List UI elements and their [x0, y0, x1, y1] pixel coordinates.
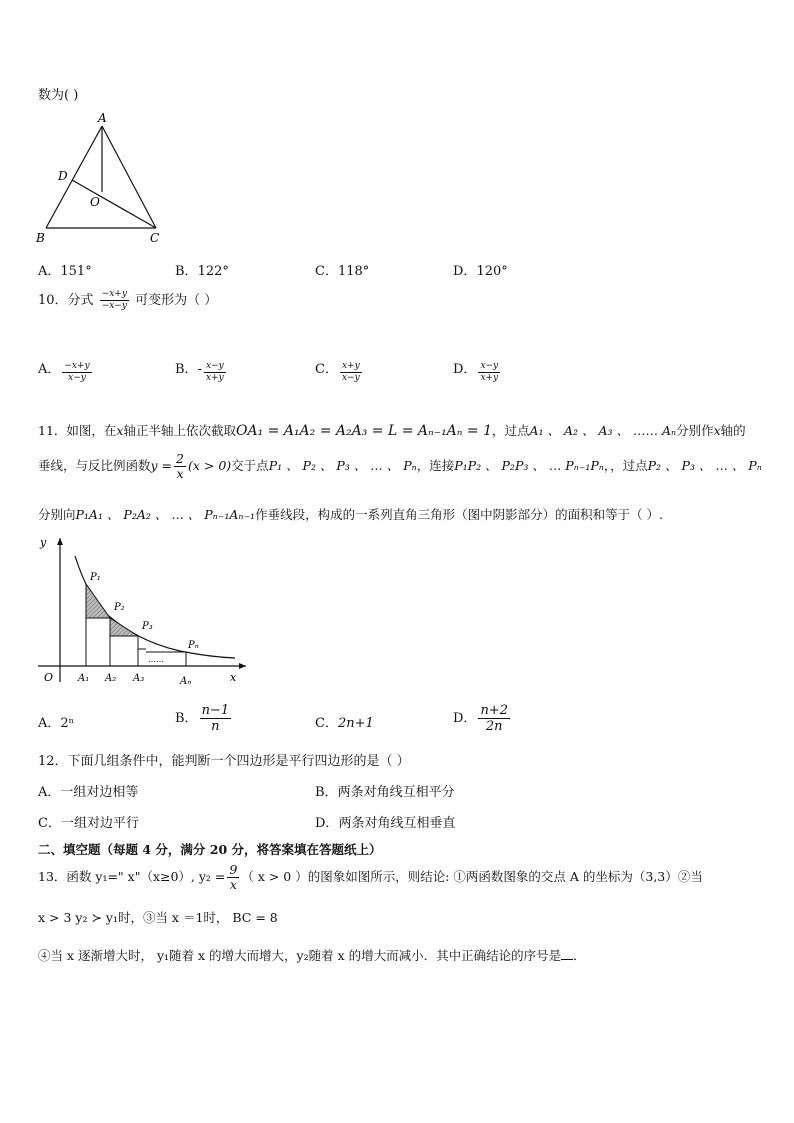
- q12-option-a[interactable]: [38, 781, 138, 800]
- option-letter: B．: [175, 711, 198, 726]
- shaded-triangle-2: [110, 618, 138, 636]
- option-fraction: [204, 362, 226, 383]
- q11-points-p2: P₂ 、 P₃ 、 … 、 Pₙ: [647, 458, 762, 473]
- label-C: C: [150, 231, 160, 245]
- option-letter: A．: [38, 785, 61, 800]
- option-text: 2ⁿ: [60, 716, 75, 731]
- option-letter: B．: [175, 264, 198, 279]
- text: ，过点: [492, 423, 530, 438]
- q10-option-d[interactable]: [453, 356, 502, 383]
- label-D: D: [58, 169, 68, 183]
- q9-option-b[interactable]: [175, 260, 229, 279]
- option-fraction: [340, 362, 362, 383]
- q11-fraction: [174, 450, 186, 481]
- q10-fraction: [100, 290, 129, 311]
- label-p1: P₁: [90, 572, 101, 583]
- q11-points-p: P₁ 、 P₂ 、 P₃ 、 … 、 Pₙ: [268, 458, 417, 473]
- q12-option-d[interactable]: [315, 812, 455, 831]
- label-O: O: [90, 195, 100, 209]
- fraction-numerator: n−1: [201, 703, 230, 718]
- q11-line-3: [38, 505, 663, 523]
- text: 分别作: [676, 423, 714, 438]
- option-text: 一组对边相等: [60, 785, 139, 800]
- text: 轴的: [720, 423, 746, 438]
- option-letter: C．: [38, 816, 61, 831]
- fraction-numerator: 2: [176, 450, 184, 466]
- fraction-denominator: x+y: [480, 373, 499, 383]
- label-a2: A₂: [105, 673, 117, 684]
- text: ，连接: [416, 458, 455, 473]
- q12-option-b[interactable]: [315, 781, 455, 800]
- q11-points-a: A₁ 、 A₂ 、 A₃ 、 …… Aₙ: [529, 423, 677, 438]
- fraction-numerator: x−y: [205, 361, 224, 371]
- q9-option-c[interactable]: [315, 260, 369, 279]
- label-p2: P₂: [114, 602, 125, 613]
- q11-option-d[interactable]: [453, 704, 512, 733]
- option-text: 两条对角线互相平分: [337, 785, 455, 800]
- fraction-denominator: x+y: [205, 373, 224, 383]
- label-pn: Pₙ: [188, 640, 199, 651]
- fraction-denominator: x: [229, 877, 237, 892]
- label-an: Aₙ: [180, 676, 192, 687]
- option-text: 120°: [476, 264, 508, 279]
- text: 交于点: [231, 458, 269, 473]
- option-letter: C．: [315, 264, 338, 279]
- fraction-numerator: x+y: [341, 361, 360, 371]
- label-B: B: [36, 231, 45, 245]
- var-x: x: [116, 423, 124, 438]
- q13-fraction: [227, 861, 239, 892]
- q11-option-a[interactable]: [38, 712, 74, 731]
- q10-stem: [38, 290, 217, 311]
- fraction-denominator: x−y: [68, 373, 86, 383]
- fraction-numerator: n+2: [480, 703, 508, 718]
- fraction-denominator: x: [176, 466, 184, 481]
- text: 13．函数 y₁=" x"（x≥0）, y₂ =: [38, 869, 226, 884]
- shaded-triangle-1: [86, 584, 110, 618]
- option-text: 2n+1: [337, 716, 374, 731]
- q10-stem-suffix: 可变形为（ ）: [135, 293, 218, 308]
- q11-option-c[interactable]: [315, 712, 374, 731]
- q9-triangle-figure: [30, 108, 170, 250]
- q11-line-1: [38, 421, 746, 439]
- section-title-fill-blanks: 二、填空题（每题 4 分，满分 20 分，将答案填在答题纸上）: [38, 842, 382, 857]
- option-letter: A．: [38, 362, 61, 377]
- q9-option-a[interactable]: [38, 260, 92, 279]
- text: ④当 x 逐渐增大时， y₁随着 x 的增大而增大，y₂随着 x 的增大而减小．其中正确结论的序号是: [38, 948, 562, 963]
- fraction-numerator: 9: [229, 861, 238, 877]
- option-letter: B．: [175, 362, 198, 377]
- q11-option-b[interactable]: [175, 704, 233, 733]
- text: ．: [573, 948, 586, 963]
- text: （ x > 0 ）的图象如图所示，则结论: ①两函数图象的交点 A 的坐标为（3,3）②当: [241, 869, 703, 884]
- text: 轴正半轴上依次截取: [123, 423, 236, 438]
- option-letter: D．: [453, 711, 477, 726]
- q10-option-c[interactable]: [315, 356, 364, 383]
- q12-stem: 12．下面几组条件中，能判断一个四边形是平行四边形的是（ ）: [38, 754, 410, 769]
- fraction-denominator: n: [211, 719, 220, 734]
- label-y: y: [40, 536, 47, 549]
- q11-segments-3: P₁A₁ 、 P₂A₂ 、 … 、 Pₙ₋₁Aₙ₋₁: [75, 507, 256, 522]
- option-fraction: [478, 704, 510, 733]
- option-letter: C．: [315, 362, 338, 377]
- q13-line-2: x > 3 y₂ ≻ y₁时，③当 x ＝1时， BC = 8: [38, 910, 278, 925]
- option-letter: B．: [315, 785, 338, 800]
- text: 11．如图，在: [38, 423, 117, 438]
- label-dots: ……: [148, 655, 164, 664]
- q11-graph: [30, 532, 260, 692]
- text: 分别向: [38, 507, 76, 522]
- q13-line-3: [38, 946, 586, 964]
- option-text: 一组对边平行: [60, 816, 139, 831]
- option-letter: A．: [38, 716, 61, 731]
- label-x: x: [230, 671, 237, 684]
- q11-equation: OA₁ = A₁A₂ = A₂A₃ = L = Aₙ₋₁Aₙ = 1: [235, 423, 493, 439]
- option-letter: C．: [315, 716, 338, 731]
- text: 垂线，与反比例函数: [38, 458, 151, 473]
- label-p3: P₃: [142, 621, 153, 632]
- option-fraction: [200, 704, 232, 733]
- q10-option-b[interactable]: [175, 356, 228, 383]
- q11-line-2: [38, 452, 762, 481]
- option-letter: D．: [453, 264, 477, 279]
- option-letter: A．: [38, 264, 61, 279]
- option-text: 151°: [60, 264, 92, 279]
- label-origin: O: [44, 671, 54, 684]
- option-letter: D．: [453, 362, 477, 377]
- q10-stem-prefix: 10．分式: [38, 293, 94, 308]
- q11-condition: (x > 0): [187, 458, 232, 473]
- var-x: x: [713, 423, 721, 438]
- option-fraction: [478, 362, 500, 383]
- option-text: 两条对角线互相垂直: [338, 816, 456, 831]
- label-a1: A₁: [78, 673, 90, 684]
- option-letter: D．: [315, 816, 339, 831]
- q11-segments: P₁P₂ 、 P₂P₃ 、 … Pₙ₋₁Pₙ: [454, 458, 604, 473]
- fraction-denominator: x−y: [341, 373, 360, 383]
- option-fraction: [62, 362, 91, 383]
- text: ，，过点: [603, 458, 648, 473]
- q12-option-c[interactable]: [38, 812, 139, 831]
- q10-option-a[interactable]: [38, 356, 94, 383]
- label-a3: A₃: [133, 673, 145, 684]
- option-sign: -: [197, 362, 202, 377]
- fraction-numerator: x−y: [480, 361, 499, 371]
- option-text: 118°: [337, 264, 370, 279]
- label-A: A: [98, 111, 107, 125]
- fraction-numerator: −x+y: [64, 361, 90, 371]
- q9-option-d[interactable]: [453, 260, 508, 279]
- fraction-numerator: −x+y: [101, 289, 127, 299]
- text: 作垂线段，构成的一系列直角三角形（图中阴影部分）的面积和等于（ ）.: [255, 507, 664, 522]
- q13-line-1: [38, 860, 703, 894]
- option-text: 122°: [197, 264, 229, 279]
- answer-blank[interactable]: [561, 949, 573, 960]
- fraction-denominator: −x−y: [101, 301, 127, 311]
- fraction-denominator: 2n: [485, 719, 503, 734]
- q9-stem-tail: 数为( ): [38, 88, 79, 103]
- var-y: y =: [150, 458, 173, 473]
